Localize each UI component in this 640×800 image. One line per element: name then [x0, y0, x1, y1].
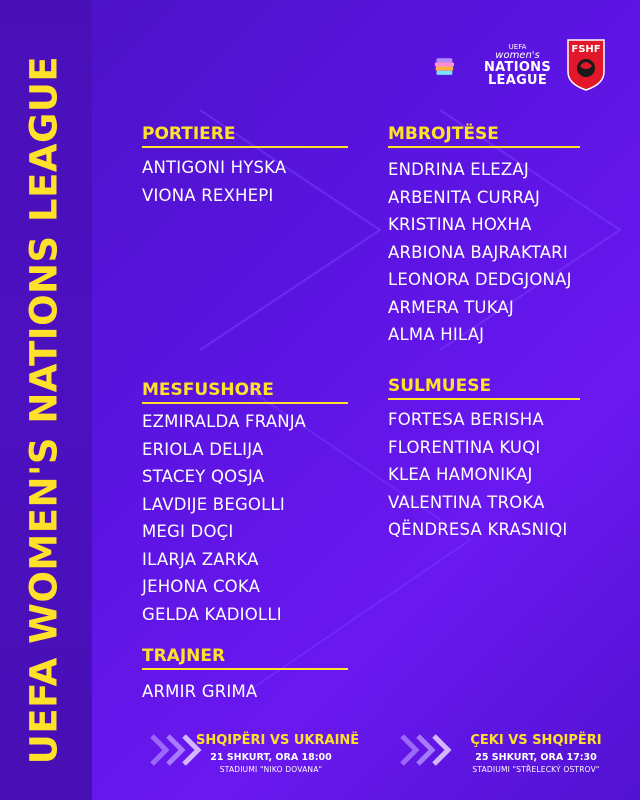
list-item: QËNDRESA KRASNIQI	[388, 520, 568, 539]
list-item: ARMIR GRIMA	[142, 682, 258, 701]
section-title-portiere: PORTIERE	[142, 124, 236, 144]
list-item: EZMIRALDA FRANJA	[142, 412, 307, 431]
section-rule-portiere	[142, 146, 348, 148]
section-title-mesfushore: MESFUSHORE	[142, 380, 274, 400]
list-item: ERIOLA DELIJA	[142, 439, 264, 459]
side-banner	[0, 0, 92, 800]
list-item: FLORENTINA KUQI	[388, 437, 541, 457]
match-date: 25 SHKURT, ORA 17:30	[475, 752, 597, 763]
list-item: KRISTINA HOXHA	[388, 215, 532, 234]
list-item: ARMERA TUKAJ	[388, 297, 514, 317]
list-item: ILARJA ZARKA	[142, 549, 259, 569]
player-list-portiere	[142, 154, 286, 209]
fshf-label: FSHF	[571, 44, 601, 55]
section-title-sulmuese: SULMUESE	[388, 376, 492, 396]
player-list-sulmuese	[388, 406, 568, 544]
list-item: ARBENITA CURRAJ	[388, 187, 541, 207]
nations-league-logo-icon	[434, 42, 484, 94]
list-item: STACEY QOSJA	[142, 467, 265, 486]
list-item: LAVDIJE BEGOLLI	[142, 494, 285, 514]
section-title-trajner: TRAJNER	[142, 646, 226, 666]
player-list-trajner	[142, 678, 257, 706]
list-item: VIONA REXHEPI	[142, 185, 274, 205]
list-item: JEHONA COKA	[142, 577, 261, 596]
section-rule-sulmuese	[388, 398, 580, 400]
match-title: ÇEKI VS SHQIPËRI	[470, 733, 602, 748]
list-item: MEGI DOÇI	[142, 522, 234, 541]
player-list-mbrojtese	[388, 156, 572, 349]
player-list-mesfushore	[142, 408, 306, 628]
match-venue: STADIUMI "STŘELECKÝ OSTROV"	[472, 765, 600, 774]
section-rule-mesfushore	[142, 402, 348, 404]
match-card-2	[456, 733, 616, 774]
list-item: FORTESA BERISHA	[388, 410, 544, 429]
side-title: UEFA WOMEN'S NATIONS LEAGUE	[22, 55, 66, 765]
match-date: 21 SHKURT, ORA 18:00	[210, 752, 332, 763]
nations-league-wordmark: UEFA women's NATIONS LEAGUE	[484, 43, 552, 88]
section-title-mbrojtese: MBROJTËSE	[388, 124, 499, 144]
list-item: VALENTINA TROKA	[388, 492, 545, 512]
match-venue: STADIUMI "NIKO DOVANA"	[219, 765, 323, 774]
match-arrow-icon	[398, 732, 454, 768]
list-item: ALMA HILAJ	[388, 325, 485, 344]
list-item: LEONORA DEDGJONAJ	[388, 270, 572, 289]
match-title: SHQIPËRI VS UKRAINË	[196, 733, 360, 748]
list-item: GELDA KADIOLLI	[142, 604, 282, 624]
match-card-1	[196, 733, 360, 774]
list-item: ARBIONA BAJRAKTARI	[388, 242, 568, 262]
list-item: ANTIGONI HYSKA	[142, 158, 287, 177]
list-item: KLEA HAMONIKAJ	[388, 465, 533, 484]
list-item: ENDRINA ELEZAJ	[388, 160, 529, 179]
section-rule-mbrojtese	[388, 146, 580, 148]
section-rule-trajner	[142, 668, 348, 670]
